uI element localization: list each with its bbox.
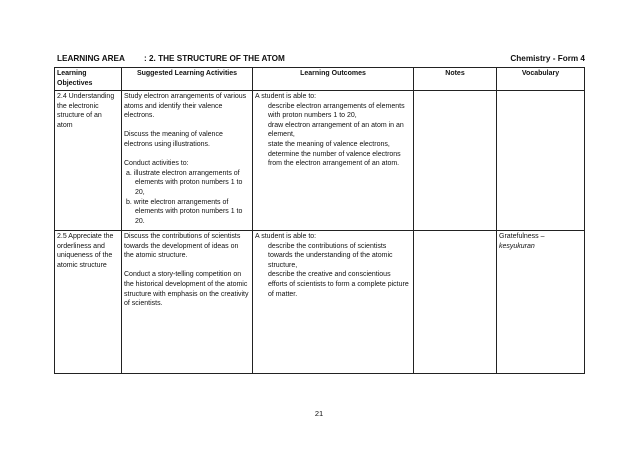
list-item: determine the number of valence electrons from the electron arrangement of an atom.: [268, 150, 401, 168]
syllabus-table: [54, 67, 585, 374]
col-header-activities: Suggested Learning Activities: [122, 68, 253, 91]
list-item: state the meaning of valence electrons,: [268, 140, 390, 148]
list-item: b. write electron arrangements of elements with proton numbers 1 to 20.: [126, 198, 243, 225]
list-item: describe the contributions of scientists towards the understanding of the atomic structure,: [268, 242, 393, 269]
col-header-outcomes: Learning Outcomes: [253, 68, 414, 91]
activities-cell: [122, 91, 253, 231]
list-item: a. illustrate electron arrangements of elements with proton numbers 1 to 20,: [126, 169, 243, 196]
activity-list: [124, 169, 250, 227]
outcomes-intro: A student is able to:: [255, 233, 317, 240]
col-header-objectives: Learning Objectives: [55, 68, 122, 91]
activity-paragraph: Discuss the meaning of valence electrons using illustrations.: [124, 131, 223, 148]
notes-cell: [414, 91, 497, 231]
activities-cell: [122, 231, 253, 374]
list-item: describe the creative and conscientious efforts of scientists to form a complete picture of matter.: [268, 271, 409, 298]
list-item: describe electron arrangements of elements with proton numbers 1 to 20,: [268, 102, 405, 120]
outcomes-cell: [253, 231, 414, 374]
vocabulary-cell: [497, 231, 585, 374]
page-number: 21: [314, 409, 324, 418]
col-header-notes: Notes: [414, 68, 497, 91]
table-row: [55, 91, 585, 231]
outcomes-cell: [253, 91, 414, 231]
outcomes-intro: A student is able to:: [255, 93, 317, 100]
vocabulary-word: Gratefulness –: [499, 233, 545, 240]
objective-cell: 2.5 Appreciate the orderliness and uniqueness of the atomic structure: [55, 231, 122, 374]
activity-paragraph: Conduct activities to:: [124, 160, 189, 168]
outcomes-list: [255, 242, 411, 300]
subject-label: Chemistry - Form 4: [510, 54, 585, 63]
vocabulary-cell: [497, 91, 585, 231]
activity-paragraph: Discuss the contributions of scientists towards the development of ideas on the atomic structure.: [124, 233, 241, 260]
topic-title: : 2. THE STRUCTURE OF THE ATOM: [144, 54, 285, 63]
list-item: draw electron arrangement of an atom in an element,: [268, 121, 404, 139]
objective-cell: 2.4 Understanding the electronic structure of an atom: [55, 91, 122, 231]
activity-paragraph: Conduct a story-telling competition on the historical development of the atomic structure with emphasis on the creativity of scientists.: [124, 271, 249, 308]
page-header: [57, 54, 585, 68]
vocabulary-translation: kesyukuran: [499, 242, 535, 250]
activity-paragraph: Study electron arrangements of various atoms and identify their valence electrons.: [124, 93, 247, 120]
table-row: [55, 231, 585, 374]
table-header-row: [55, 68, 585, 91]
outcomes-list: [255, 102, 411, 169]
learning-area-label: LEARNING AREA: [57, 54, 125, 63]
col-header-vocabulary: Vocabulary: [497, 68, 585, 91]
notes-cell: [414, 231, 497, 374]
